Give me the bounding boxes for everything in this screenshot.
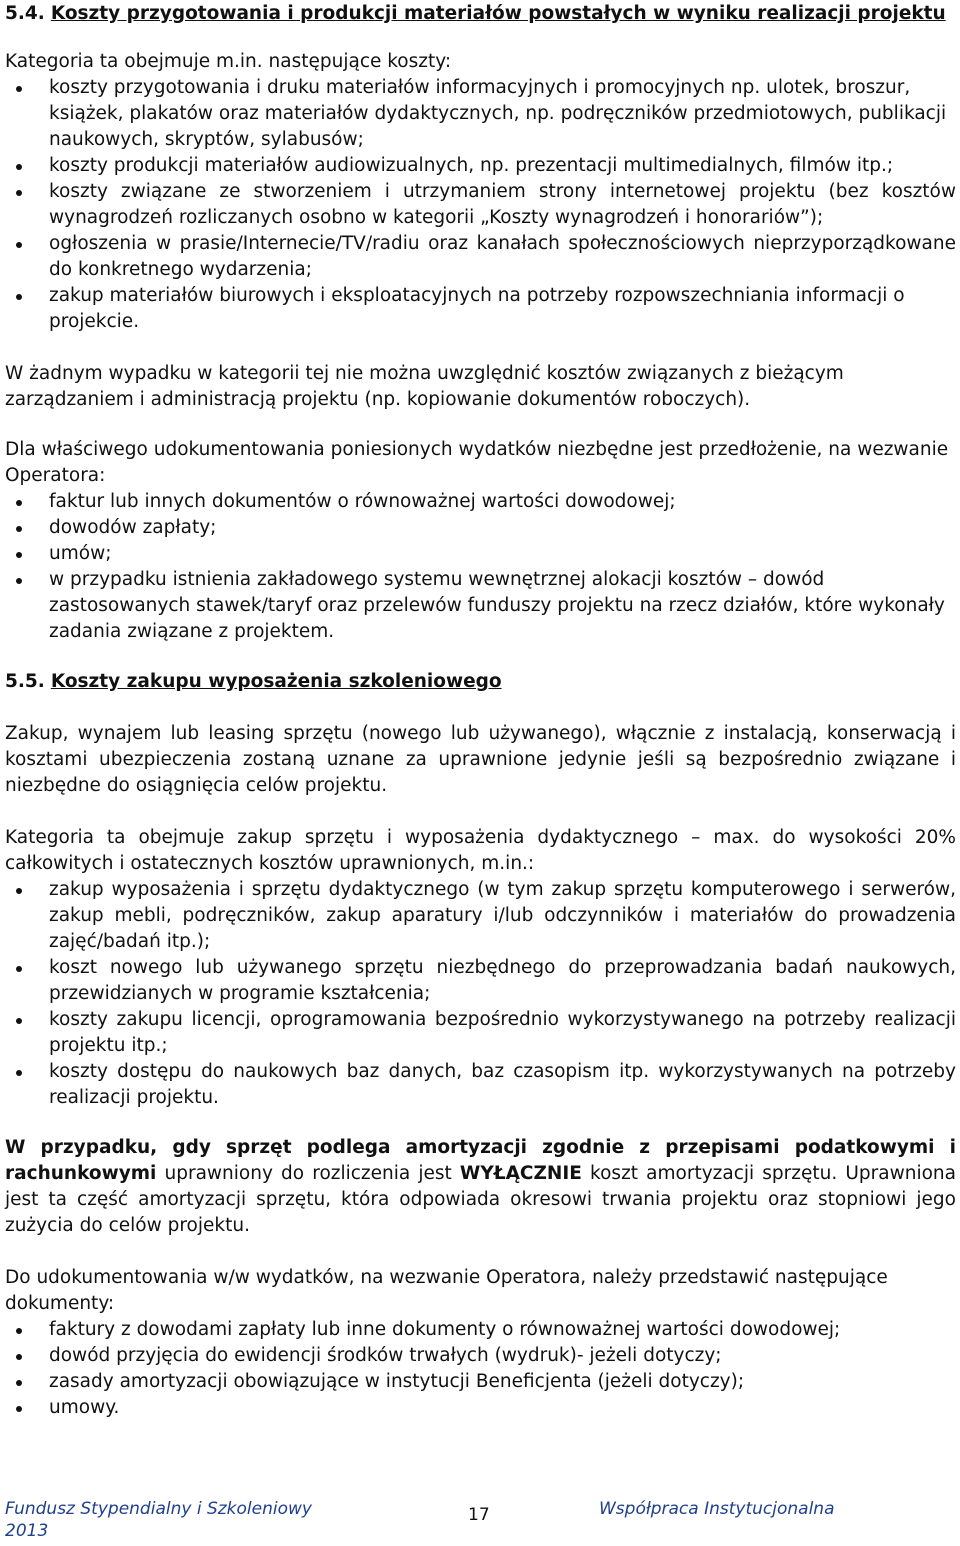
list-item: koszty związane ze stworzeniem i utrzymaniem strony internetowej projektu (bez kosztów wynagrodzeń rozliczanych osobno w kategorii „Koszty wynagrodzeń i honorariów”);: [5, 179, 956, 231]
list-item: faktur lub innych dokumentów o równoważnej wartości dowodowej;: [5, 489, 956, 515]
page-number: 17: [468, 1505, 490, 1525]
bullet-icon: [16, 1070, 22, 1076]
section-5-4-docs-intro: Dla właściwego udokumentowania poniesionych wydatków niezbędne jest przedłożenie, na wezwanie Operatora:: [5, 439, 949, 486]
section-title: Koszty zakupu wyposażenia szkoleniowego: [50, 671, 502, 692]
list-item: ogłoszenia w prasie/Internecie/TV/radiu oraz kanałach społecznościowych nieprzyporządkowane do konkretnego wydarzenia;: [5, 231, 956, 283]
list-item: koszty dostępu do naukowych baz danych, baz czasopism itp. wykorzystywanych na potrzeby realizacji projektu.: [5, 1059, 956, 1111]
list-item: koszty przygotowania i druku materiałów informacyjnych i promocyjnych np. ulotek, broszur, książek, plakatów oraz materiałów dydaktycznych, np. podręczników przedmiotowych, publikacji naukowych, skryptów, sylabusów;: [5, 75, 956, 153]
list-item: koszt nowego lub używanego sprzętu niezbędnego do przeprowadzania badań naukowych, przewidzianych w programie kształcenia;: [5, 955, 956, 1007]
bullet-icon: [16, 578, 22, 584]
section-5-5-paragraph-2: Kategoria ta obejmuje zakup sprzętu i wyposażenia dydaktycznego – max. do wysokości 20% całkowitych i ostatecznych kosztów uprawnionych, m.in.:: [5, 827, 956, 874]
exclusively-emphasis: WYŁĄCZNIE: [459, 1163, 582, 1184]
list-item: zakup wyposażenia i sprzętu dydaktycznego (w tym zakup sprzętu komputerowego i serwerów, zakup mebli, podręczników, zakup aparatury i/lub odczynników i materiałów do prowadzenia zajęć/badań itp.);: [5, 877, 956, 955]
bullet-icon: [16, 1328, 22, 1334]
list-item: faktury z dowodami zapłaty lub inne dokumenty o równoważnej wartości dowodowej;: [5, 1317, 956, 1343]
bullet-icon: [16, 1406, 22, 1412]
amortization-paragraph: W przypadku, gdy sprzęt podlega amortyzacji zgodnie z przepisami podatkowymi i rachunkowymi uprawniony do rozliczenia jest WYŁĄCZNIE koszt amortyzacji sprzętu. Uprawniona jest ta część amortyzacji sprzętu, która odpowiada okresowi trwania projektu oraz stopniowi jego zużycia do celów projektu.: [5, 1137, 956, 1236]
section-5-5-heading: [5, 669, 956, 695]
section-5-4-note: W żadnym wypadku w kategorii tej nie można uwzględnić kosztów związanych z bieżącym zarządzaniem i administracją projektu (np. kopiowanie dokumentów roboczych).: [5, 363, 844, 410]
section-5-4-docs-list: [5, 489, 956, 645]
bullet-icon: [16, 242, 22, 248]
bullet-icon: [16, 966, 22, 972]
list-item: zakup materiałów biurowych i eksploatacyjnych na potrzeby rozpowszechniania informacji o projekcie.: [5, 283, 956, 335]
list-item: umów;: [5, 541, 956, 567]
bullet-icon: [16, 552, 22, 558]
list-item: dowód przyjęcia do ewidencji środków trwałych (wydruk)- jeżeli dotyczy;: [5, 1343, 956, 1369]
section-5-4-cost-list: [5, 75, 956, 335]
page-footer: [5, 1498, 956, 1546]
bullet-icon: [16, 1018, 22, 1024]
section-5-5-paragraph-1: Zakup, wynajem lub leasing sprzętu (nowego lub używanego), włącznie z instalacją, konserwacją i kosztami ubezpieczenia zostaną uznane za uprawnione jedynie jeśli są bezpośrednio związane i niezbędne do osiągnięcia celów projektu.: [5, 723, 956, 796]
footer-program-title: Współpraca Instytucjonalna: [599, 1499, 835, 1519]
list-item: umowy.: [5, 1395, 956, 1421]
list-item: koszty zakupu licencji, oprogramowania bezpośrednio wykorzystywanego na potrzeby realizacji projektu itp.;: [5, 1007, 956, 1059]
document-page: [5, 0, 956, 1421]
bullet-icon: [16, 500, 22, 506]
section-number: 5.5.: [5, 671, 45, 692]
bullet-icon: [16, 1354, 22, 1360]
section-5-5-docs-list: [5, 1317, 956, 1421]
list-item: koszty produkcji materiałów audiowizualnych, np. prezentacji multimedialnych, filmów itp.;: [5, 153, 956, 179]
bullet-icon: [16, 86, 22, 92]
bullet-icon: [16, 888, 22, 894]
list-item: zasady amortyzacji obowiązujące w instytucji Beneficjenta (jeżeli dotyczy);: [5, 1369, 956, 1395]
section-number: 5.4.: [5, 3, 45, 24]
section-5-4-intro: Kategoria ta obejmuje m.in. następujące koszty:: [5, 51, 452, 72]
bullet-icon: [16, 526, 22, 532]
bullet-icon: [16, 164, 22, 170]
list-item: w przypadku istnienia zakładowego systemu wewnętrznej alokacji kosztów – dowód zastosowanych stawek/taryf oraz przelewów funduszy projektu na rzecz działów, które wykonały zadania związane z projektem.: [5, 567, 956, 645]
section-5-5-docs-intro: Do udokumentowania w/w wydatków, na wezwanie Operatora, należy przedstawić następujące dokumenty:: [5, 1267, 888, 1314]
bullet-icon: [16, 1380, 22, 1386]
amortization-emphasis: W przypadku, gdy sprzęt podlega amortyzacji zgodnie z przepisami podatkowymi i rachunkowymi: [5, 1137, 956, 1184]
list-item: dowodów zapłaty;: [5, 515, 956, 541]
section-5-5-equipment-list: [5, 877, 956, 1111]
section-title: Koszty przygotowania i produkcji materiałów powstałych w wyniku realizacji projektu: [50, 3, 946, 24]
bullet-icon: [16, 190, 22, 196]
section-5-4-heading: [5, 1, 956, 27]
bullet-icon: [16, 294, 22, 300]
footer-program-name: Fundusz Stypendialny i Szkoleniowy 2013: [5, 1499, 312, 1541]
